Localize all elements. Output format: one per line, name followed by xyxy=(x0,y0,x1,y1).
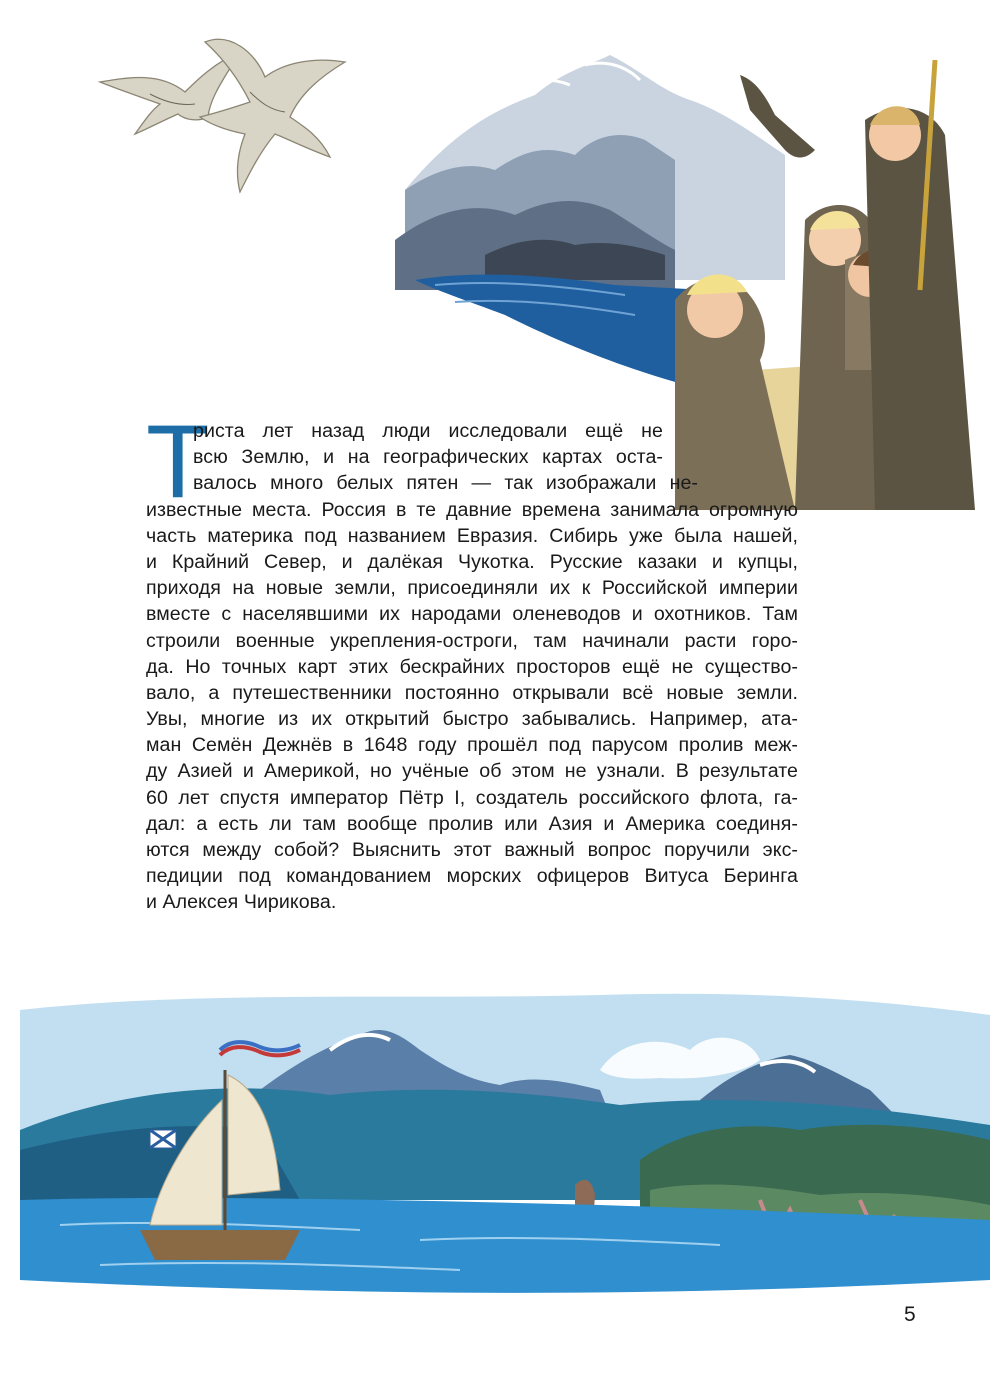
story-line: вало, а путешественники постоянно открывали всё новые земли. xyxy=(146,681,798,704)
story-line: ду Азией и Америкой, но учёные об этом не узнали. В результате xyxy=(146,760,798,783)
story-line: и Алексея Чирикова. xyxy=(146,891,337,914)
story-line: дал: а есть ли там вообще пролив или Азия и Америка соединя- xyxy=(146,812,798,835)
story-line: и Крайний Север, и далёкая Чукотка. Русские казаки и купцы, xyxy=(146,550,798,573)
story-line: ются между собой? Выяснить этот важный вопрос поручили экс- xyxy=(146,839,798,861)
story-line: риста лет назад люди исследовали ещё не xyxy=(193,420,663,442)
story-line: валось много белых пятен — так изображали не- xyxy=(193,472,698,495)
story-line: педиции под командованием морских офицеров Витуса Беринга xyxy=(146,865,798,888)
story-line: строили военные укрепления-остроги, там начинали расти горо- xyxy=(146,629,798,652)
sailing-ship-illustration xyxy=(0,980,1000,1300)
story-line: вместе с населявшими их народами оленеводов и охотников. Там xyxy=(146,603,798,626)
story-line: всю Землю, и на географических картах оста- xyxy=(193,446,663,469)
story-line: известные места. Россия в те давние времена занимала огромную xyxy=(146,498,798,521)
story-line: Увы, многие из их открытий быстро забывались. Например, ата- xyxy=(146,708,798,731)
drop-cap: Т xyxy=(146,404,210,520)
story-line: часть материка под названием Евразия. Сибирь уже была нашей, xyxy=(146,524,798,547)
page-number: 5 xyxy=(904,1303,916,1326)
story-line: 60 лет спустя император Пётр I, создатель российского флота, га- xyxy=(146,786,798,809)
seagulls-illustration xyxy=(90,22,360,212)
story-line: ман Семён Дежнёв в 1648 году прошёл под парусом пролив меж- xyxy=(146,734,798,757)
story-line: приходя на новые земли, присоединяли их к Российской империи xyxy=(146,577,798,600)
story-text xyxy=(146,404,798,916)
story-line: да. Но точных карт этих бескрайних просторов ещё не существо- xyxy=(146,655,798,678)
